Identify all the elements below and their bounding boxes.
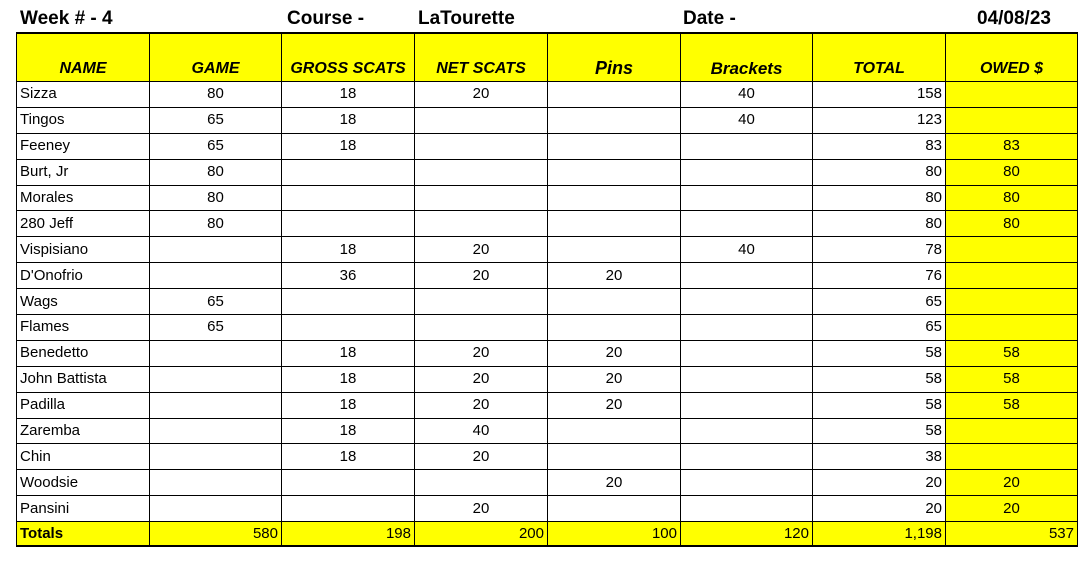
table-row bbox=[17, 444, 1078, 470]
cell-total: 20 bbox=[813, 470, 946, 496]
cell-game: 80 bbox=[150, 211, 282, 237]
totals-total: 1,198 bbox=[813, 522, 946, 547]
cell-game: 65 bbox=[150, 107, 282, 133]
cell-brackets: 40 bbox=[681, 107, 813, 133]
cell-game bbox=[150, 392, 282, 418]
cell-name: Benedetto bbox=[17, 340, 150, 366]
cell-net-scats: 20 bbox=[415, 444, 548, 470]
cell-owed bbox=[946, 263, 1078, 289]
cell-total: 158 bbox=[813, 82, 946, 108]
cell-brackets bbox=[681, 133, 813, 159]
cell-game bbox=[150, 470, 282, 496]
table-row bbox=[17, 82, 1078, 108]
totals-game: 580 bbox=[150, 522, 282, 547]
cell-brackets bbox=[681, 496, 813, 522]
cell-name: 280 Jeff bbox=[17, 211, 150, 237]
cell-pins bbox=[548, 211, 681, 237]
cell-name: Flames bbox=[17, 315, 150, 341]
table-row bbox=[17, 159, 1078, 185]
cell-game bbox=[150, 340, 282, 366]
cell-total: 83 bbox=[813, 133, 946, 159]
cell-pins bbox=[548, 185, 681, 211]
cell-brackets bbox=[681, 366, 813, 392]
cell-game bbox=[150, 444, 282, 470]
cell-brackets bbox=[681, 211, 813, 237]
cell-owed: 20 bbox=[946, 470, 1078, 496]
cell-name: Morales bbox=[17, 185, 150, 211]
scores-table bbox=[16, 32, 1078, 547]
cell-owed: 83 bbox=[946, 133, 1078, 159]
table-row bbox=[17, 470, 1078, 496]
cell-net-scats: 20 bbox=[415, 237, 548, 263]
cell-net-scats bbox=[415, 470, 548, 496]
cell-owed: 20 bbox=[946, 496, 1078, 522]
cell-net-scats bbox=[415, 185, 548, 211]
cell-gross-scats bbox=[282, 185, 415, 211]
cell-gross-scats: 18 bbox=[282, 133, 415, 159]
cell-name: John Battista bbox=[17, 366, 150, 392]
cell-gross-scats: 36 bbox=[282, 263, 415, 289]
col-header-total: TOTAL bbox=[813, 33, 946, 82]
cell-name: Chin bbox=[17, 444, 150, 470]
cell-game: 65 bbox=[150, 289, 282, 315]
cell-gross-scats bbox=[282, 470, 415, 496]
table-row bbox=[17, 263, 1078, 289]
cell-total: 20 bbox=[813, 496, 946, 522]
col-header-brackets: Brackets bbox=[681, 33, 813, 82]
date-label: Date - bbox=[683, 8, 736, 29]
cell-gross-scats bbox=[282, 496, 415, 522]
totals-pins: 100 bbox=[548, 522, 681, 547]
cell-gross-scats bbox=[282, 211, 415, 237]
cell-pins: 20 bbox=[548, 392, 681, 418]
cell-owed bbox=[946, 82, 1078, 108]
cell-gross-scats bbox=[282, 289, 415, 315]
col-header-net-scats: NET SCATS bbox=[415, 33, 548, 82]
cell-owed: 58 bbox=[946, 366, 1078, 392]
cell-pins bbox=[548, 496, 681, 522]
cell-name: Burt, Jr bbox=[17, 159, 150, 185]
table-row bbox=[17, 496, 1078, 522]
cell-total: 58 bbox=[813, 366, 946, 392]
cell-pins bbox=[548, 315, 681, 341]
cell-pins: 20 bbox=[548, 366, 681, 392]
cell-gross-scats: 18 bbox=[282, 237, 415, 263]
totals-net-scats: 200 bbox=[415, 522, 548, 547]
cell-game bbox=[150, 237, 282, 263]
cell-owed: 58 bbox=[946, 392, 1078, 418]
cell-name: Woodsie bbox=[17, 470, 150, 496]
cell-net-scats: 20 bbox=[415, 392, 548, 418]
cell-pins bbox=[548, 133, 681, 159]
cell-total: 78 bbox=[813, 237, 946, 263]
cell-name: Tingos bbox=[17, 107, 150, 133]
cell-brackets bbox=[681, 263, 813, 289]
cell-pins: 20 bbox=[548, 263, 681, 289]
cell-total: 65 bbox=[813, 289, 946, 315]
cell-owed: 80 bbox=[946, 185, 1078, 211]
cell-gross-scats: 18 bbox=[282, 366, 415, 392]
cell-brackets bbox=[681, 470, 813, 496]
cell-total: 123 bbox=[813, 107, 946, 133]
cell-name: Zaremba bbox=[17, 418, 150, 444]
cell-name: D'Onofrio bbox=[17, 263, 150, 289]
cell-net-scats: 20 bbox=[415, 340, 548, 366]
cell-gross-scats: 18 bbox=[282, 418, 415, 444]
cell-owed: 58 bbox=[946, 340, 1078, 366]
cell-brackets bbox=[681, 392, 813, 418]
cell-net-scats: 20 bbox=[415, 82, 548, 108]
cell-total: 80 bbox=[813, 159, 946, 185]
cell-brackets: 40 bbox=[681, 237, 813, 263]
cell-brackets bbox=[681, 418, 813, 444]
cell-game bbox=[150, 496, 282, 522]
cell-game bbox=[150, 366, 282, 392]
cell-game bbox=[150, 263, 282, 289]
cell-game: 80 bbox=[150, 185, 282, 211]
totals-row bbox=[17, 522, 1078, 547]
cell-owed: 80 bbox=[946, 211, 1078, 237]
cell-net-scats: 20 bbox=[415, 263, 548, 289]
cell-name: Pansini bbox=[17, 496, 150, 522]
cell-total: 76 bbox=[813, 263, 946, 289]
cell-pins: 20 bbox=[548, 470, 681, 496]
cell-net-scats: 40 bbox=[415, 418, 548, 444]
course-label: Course - bbox=[287, 8, 365, 29]
cell-gross-scats bbox=[282, 315, 415, 341]
cell-total: 58 bbox=[813, 392, 946, 418]
cell-total: 58 bbox=[813, 340, 946, 366]
table-row bbox=[17, 340, 1078, 366]
cell-brackets bbox=[681, 159, 813, 185]
cell-name: Wags bbox=[17, 289, 150, 315]
cell-pins bbox=[548, 237, 681, 263]
cell-net-scats bbox=[415, 159, 548, 185]
cell-net-scats: 20 bbox=[415, 496, 548, 522]
totals-brackets: 120 bbox=[681, 522, 813, 547]
cell-pins: 20 bbox=[548, 340, 681, 366]
cell-brackets bbox=[681, 185, 813, 211]
table-row bbox=[17, 366, 1078, 392]
cell-pins bbox=[548, 159, 681, 185]
cell-brackets: 40 bbox=[681, 82, 813, 108]
cell-pins bbox=[548, 289, 681, 315]
col-header-pins: Pins bbox=[548, 33, 681, 82]
table-row bbox=[17, 211, 1078, 237]
cell-total: 58 bbox=[813, 418, 946, 444]
col-header-gross-scats: GROSS SCATS bbox=[282, 33, 415, 82]
cell-game: 65 bbox=[150, 315, 282, 341]
cell-game: 80 bbox=[150, 159, 282, 185]
cell-owed bbox=[946, 289, 1078, 315]
cell-net-scats bbox=[415, 289, 548, 315]
cell-net-scats bbox=[415, 211, 548, 237]
cell-brackets bbox=[681, 340, 813, 366]
cell-total: 65 bbox=[813, 315, 946, 341]
cell-total: 80 bbox=[813, 185, 946, 211]
cell-owed bbox=[946, 444, 1078, 470]
cell-owed bbox=[946, 107, 1078, 133]
cell-owed bbox=[946, 418, 1078, 444]
table-row bbox=[17, 289, 1078, 315]
cell-net-scats bbox=[415, 107, 548, 133]
cell-brackets bbox=[681, 444, 813, 470]
cell-pins bbox=[548, 107, 681, 133]
cell-game: 80 bbox=[150, 82, 282, 108]
cell-name: Padilla bbox=[17, 392, 150, 418]
table-row bbox=[17, 107, 1078, 133]
table-row bbox=[17, 185, 1078, 211]
cell-name: Sizza bbox=[17, 82, 150, 108]
col-header-game: GAME bbox=[150, 33, 282, 82]
week-label: Week # - 4 bbox=[20, 8, 113, 29]
cell-gross-scats: 18 bbox=[282, 392, 415, 418]
cell-name: Vispisiano bbox=[17, 237, 150, 263]
table-row bbox=[17, 133, 1078, 159]
cell-gross-scats bbox=[282, 159, 415, 185]
cell-gross-scats: 18 bbox=[282, 340, 415, 366]
table-row bbox=[17, 315, 1078, 341]
cell-total: 38 bbox=[813, 444, 946, 470]
cell-pins bbox=[548, 418, 681, 444]
cell-game: 65 bbox=[150, 133, 282, 159]
cell-owed bbox=[946, 237, 1078, 263]
table-row bbox=[17, 418, 1078, 444]
col-header-owed: OWED $ bbox=[946, 33, 1078, 82]
cell-name: Feeney bbox=[17, 133, 150, 159]
cell-owed: 80 bbox=[946, 159, 1078, 185]
date-value: 04/08/23 bbox=[977, 8, 1051, 29]
cell-net-scats bbox=[415, 315, 548, 341]
cell-gross-scats: 18 bbox=[282, 107, 415, 133]
cell-brackets bbox=[681, 315, 813, 341]
course-name: LaTourette bbox=[418, 8, 515, 29]
cell-gross-scats: 18 bbox=[282, 82, 415, 108]
cell-pins bbox=[548, 444, 681, 470]
cell-owed bbox=[946, 315, 1078, 341]
table-row bbox=[17, 392, 1078, 418]
header-row bbox=[17, 33, 1078, 82]
cell-pins bbox=[548, 82, 681, 108]
table-row bbox=[17, 237, 1078, 263]
cell-game bbox=[150, 418, 282, 444]
cell-total: 80 bbox=[813, 211, 946, 237]
cell-gross-scats: 18 bbox=[282, 444, 415, 470]
totals-gross-scats: 198 bbox=[282, 522, 415, 547]
totals-label: Totals bbox=[17, 522, 150, 547]
col-header-name: NAME bbox=[17, 33, 150, 82]
cell-net-scats: 20 bbox=[415, 366, 548, 392]
sheet-header bbox=[0, 6, 1084, 32]
totals-owed: 537 bbox=[946, 522, 1078, 547]
cell-net-scats bbox=[415, 133, 548, 159]
cell-brackets bbox=[681, 289, 813, 315]
